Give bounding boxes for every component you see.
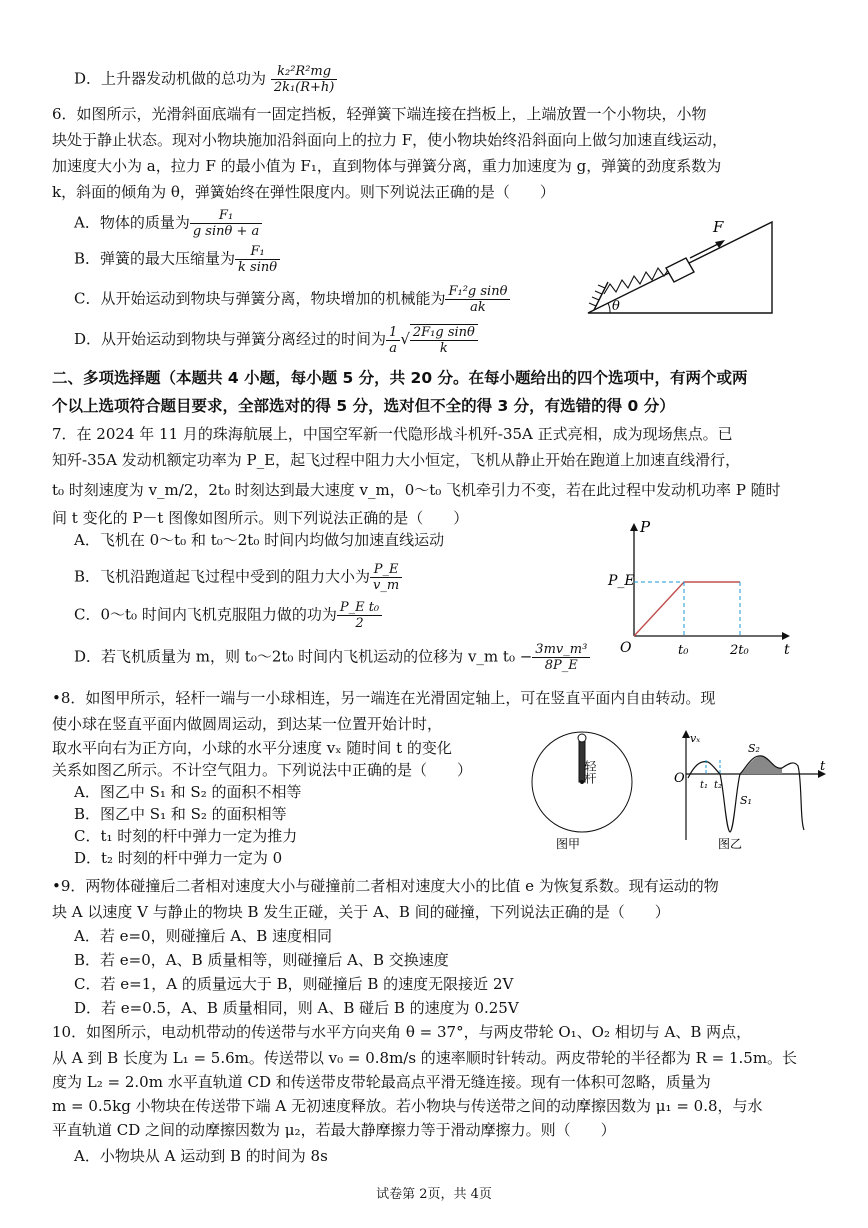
q6-stem-line: 加速度大小为 a，拉力 F 的最小值为 F₁，直到物体与弹簧分离，重力加速度为 g，弹簧的劲度系数为 (52, 157, 722, 175)
t1-label: t₁ (700, 780, 709, 791)
q9-stem-line: 块 A 以速度 V 与静止的物块 B 发生正碰，关于 A、B 间的碰撞，下列说法正确的是（ ） (52, 903, 670, 921)
q6-option-a: A．物体的质量为 $\frac{\text{F₁}}{\text{g sinθ + a}}$ (74, 208, 262, 239)
origin-label: O (674, 771, 685, 786)
q8-stem-line: 关系如图乙所示。不计空气阻力。下列说法中正确的是（ ） (52, 761, 473, 779)
q9-option-b: B．若 e=0，A、B 质量相等，则碰撞后 A、B 交换速度 (74, 951, 449, 969)
option-text: D．上升器发动机做的总功为 (74, 69, 267, 88)
q9-option-c: C．若 e=1，A 的质量远大于 B，则碰撞后 B 的速度无限接近 2V (74, 975, 514, 993)
q7-option-b: B．飞机沿跑道起飞过程中受到的阻力大小为 $\frac{P\_E}{v\_m}$ (74, 562, 402, 593)
section-heading: 个以上选项符合题目要求，全部选对的得 5 分，选对但不全的得 3 分，有选错的得 0 分） (52, 397, 675, 415)
section-heading: 二、多项选择题（本题共 4 小题，每小题 5 分，共 20 分。在每小题给出的四个选项中，有两个或两 (52, 369, 748, 387)
q7-stem-line: 7．在 2024 年 11 月的珠海航展上，中国空军新一代隐形战斗机歼-35A 正式亮相，成为现场焦点。已 (52, 425, 733, 443)
rod-circle-diagram (530, 728, 650, 852)
q10-option-a: A．小物块从 A 运动到 B 的时间为 8s (74, 1147, 328, 1165)
q8-option-a: A．图乙中 S₁ 和 S₂ 的面积不相等 (74, 783, 302, 801)
q8-stem-line: 使小球在竖直平面内做圆周运动，到达某一位置开始计时， (52, 715, 443, 733)
pe-label: P_E (608, 573, 635, 589)
s1-label: S₁ (740, 794, 752, 807)
incline-diagram (582, 210, 782, 322)
t2-label: t₂ (714, 780, 723, 791)
q10-stem-line: 从 A 到 B 长度为 L₁ = 5.6m。传送带以 v₀ = 0.8m/s 的速率顺时针转动。两皮带轮的半径都为 R = 1.5m。长 (52, 1049, 798, 1067)
t0-tick-label: t₀ (678, 643, 689, 658)
q7-option-d: D．若飞机质量为 m，则 t₀～2t₀ 时间内飞机运动的位移为 v_m t₀ − $\frac{\text{3mv\_m³}}{8P\_E}$ (74, 642, 590, 673)
q6-option-c: C．从开始运动到物块与弹簧分离，物块增加的机械能为 $\frac{\text{F₁²g sinθ}}{ak}$ (74, 284, 510, 315)
q8-option-b: B．图乙中 S₁ 和 S₂ 的面积相等 (74, 805, 287, 823)
q7-stem-line: t₀ 时刻速度为 v_m/2，2t₀ 时刻达到最大速度 v_m，0～t₀ 飞机牵引力不变，若在此过程中发动机功率 P 随时 (52, 481, 781, 499)
figure-caption: 图甲 (556, 837, 581, 851)
q8-option-d: D．t₂ 时刻的杆中弹力一定为 0 (74, 849, 283, 867)
q7-option-c: C．0～t₀ 时间内飞机克服阻力做的功为 $\frac{\text{P\_E t₀}}{2}$ (74, 600, 382, 631)
power-time-graph (606, 518, 796, 658)
s2-label: S₂ (748, 742, 760, 755)
q7-option-a: A．飞机在 0～t₀ 和 t₀～2t₀ 时间内均做匀加速直线运动 (74, 531, 445, 549)
q10-stem-line: 10．如图所示，电动机带动的传送带与水平方向夹角 θ = 37°，与两皮带轮 O₁、O₂ 相切与 A、B 两点， (52, 1023, 752, 1041)
q6-stem-line: k，斜面的倾角为 θ，弹簧始终在弹性限度内。则下列说法正确的是（ ） (52, 183, 555, 201)
q8-option-c: C．t₁ 时刻的杆中弹力一定为推力 (74, 827, 298, 845)
rod-label: 轻杆 (583, 760, 597, 784)
vx-label: vₓ (690, 732, 701, 745)
q8-stem-line: 取水平向右为正方向，小球的水平分速度 vₓ 随时间 t 的变化 (52, 739, 452, 757)
q6-option-d: D．从开始运动到物块与弹簧分离经过的时间为 $\frac{1}{a}$ √ $\frac{\text{2F₁g sinθ}}{k}$ (74, 324, 478, 356)
page-footer: 试卷第 2页，共 4页 (376, 1187, 492, 1202)
angle-label: θ (612, 299, 620, 314)
origin-label: O (620, 640, 632, 656)
q10-stem-line: 度为 L₂ = 2.0m 水平直轨道 CD 和传送带皮带轮最高点平滑无缝连接。现有一体积可忽略，质量为 (52, 1073, 711, 1091)
q10-stem-line: m = 0.5kg 小物块在传送带下端 A 无初速度释放。若小物块与传送带之间的动摩擦因数为 μ₁ = 0.8，与水 (52, 1097, 763, 1115)
q6-stem-line: 块处于静止状态。现对小物块施加沿斜面向上的拉力 F，使小物块始终沿斜面向上做匀加速直线运动， (52, 131, 728, 149)
2t0-tick-label: 2t₀ (730, 643, 749, 658)
q7-stem-line: 知歼-35A 发动机额定功率为 P_E，起飞过程中阻力大小恒定，飞机从静止开始在跑道上加速直线滑行， (52, 451, 741, 469)
fraction: $\frac{\text{k₂²R²mg}}{\text{2k₁(R+h)}}$ (271, 64, 338, 95)
y-axis-label: P (640, 518, 651, 536)
q6-option-b: B．弹簧的最大压缩量为 $\frac{\text{F₁}}{\text{k sinθ}}$ (74, 244, 280, 275)
q6-stem-line: 6．如图所示，光滑斜面底端有一固定挡板，轻弹簧下端连接在挡板上，上端放置一个小物块，小物 (52, 105, 707, 123)
q5-option-d (74, 64, 337, 95)
q10-stem-line: 平直轨道 CD 之间的动摩擦因数为 μ₂，若最大静摩擦力等于滑动摩擦力。则（ ） (52, 1121, 616, 1139)
x-axis-label: t (784, 642, 790, 658)
q9-stem-line: •9．两物体碰撞后二者相对速度大小与碰撞前二者相对速度大小的比值 e 为恢复系数。现有运动的物 (52, 877, 719, 895)
force-label: F (713, 218, 724, 236)
q7-stem-line: 间 t 变化的 P－t 图像如图所示。则下列说法正确的是（ ） (52, 509, 469, 527)
q9-option-a: A．若 e=0，则碰撞后 A、B 速度相同 (74, 927, 332, 945)
q8-stem-line: •8．如图甲所示，轻杆一端与一小球相连，另一端连在光滑固定轴上，可在竖直平面内自由转动。现 (52, 689, 716, 707)
vx-time-graph (670, 730, 830, 854)
figure-caption: 图乙 (718, 837, 743, 851)
q9-option-d: D．若 e=0.5，A、B 质量相同，则 A、B 碰后 B 的速度为 0.25V (74, 999, 519, 1017)
t-axis-label: t (820, 759, 826, 774)
